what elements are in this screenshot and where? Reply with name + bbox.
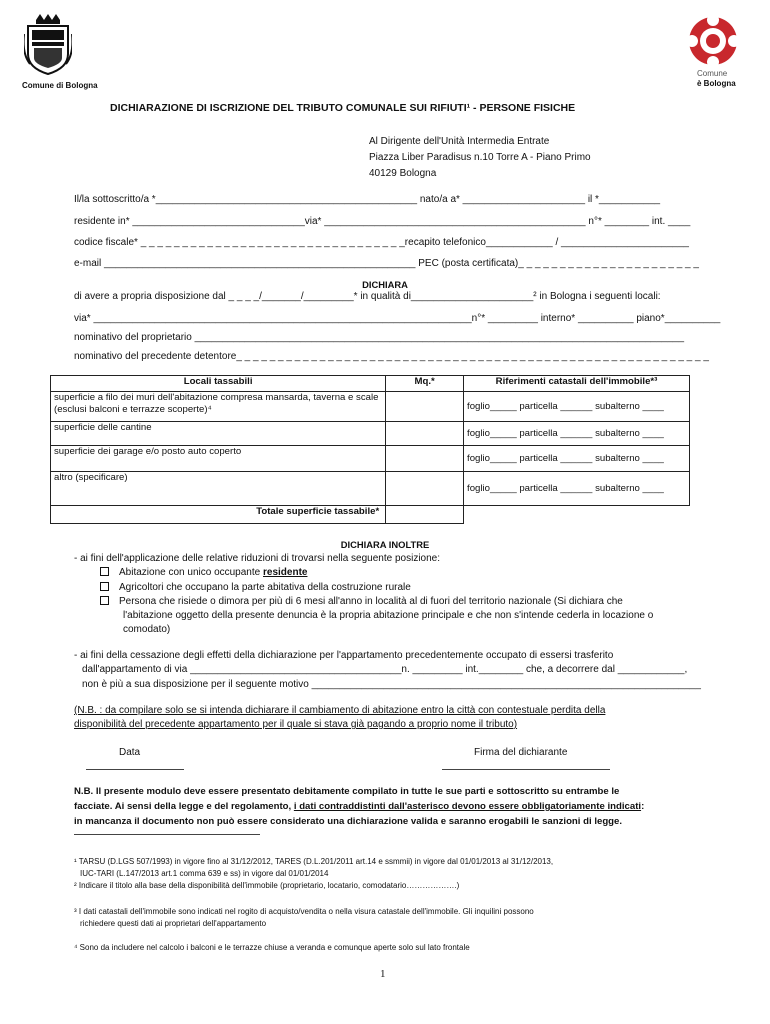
footnote-1-cont: IUC-TARI (L.147/2013 art.1 comma 639 e ss) in vigore dal 01/01/2014 <box>80 869 329 878</box>
field-codice-fiscale[interactable]: codice fiscale* _ _ _ _ _ _ _ _ _ _ _ _ _ _ _ _ _ _ _ _ _ _ _ _ _ _ _ _ _ _ _ _recapito telefonico____________ / _______________________ <box>74 237 689 248</box>
option-agricoltori[interactable] <box>100 581 411 594</box>
data-signature-line[interactable] <box>86 769 184 770</box>
mq-cell[interactable] <box>386 446 464 472</box>
locali-table <box>50 375 690 524</box>
riduzioni-intro: - ai fini dell'applicazione delle relative riduzioni di trovarsi nella seguente posizione: <box>74 553 441 564</box>
header-locali: Locali tassabili <box>51 376 386 392</box>
option-label: Persona che risiede o dimora per più di 6 mesi all'anno in località al di fuori del territorio nazionale (Si dichiara che <box>119 596 623 607</box>
ref-cell[interactable]: foglio_____ particella ______ subalterno ____ <box>464 472 690 506</box>
option-label-cont: l'abitazione oggetto della presente denuncia è la propria abitazione principale e che non s'intende cederla in locazione o <box>123 610 654 621</box>
row-label: superficie dei garage e/o posto auto coperto <box>51 446 386 472</box>
firma-signature-line[interactable] <box>442 769 610 770</box>
recipient-line: 40129 Bologna <box>369 168 437 179</box>
recipient-line: Al Dirigente dell'Unità Intermedia Entrate <box>369 136 550 147</box>
cessazione-line-2[interactable]: dall'appartamento di via ______________________________________n. _________ int.________ che, a decorrere dal ____________, <box>82 664 688 675</box>
document-title: DICHIARAZIONE DI ISCRIZIONE DEL TRIBUTO COMUNALE SUI RIFIUTI¹ - PERSONE FISICHE <box>110 102 576 114</box>
footnote-4: ⁴ Sono da includere nel calcolo i balconi e le terrazze chiuse a veranda e comunque aperte solo sul lato frontale <box>74 943 470 952</box>
footer-note-text: : <box>641 801 645 812</box>
mq-cell[interactable] <box>386 392 464 422</box>
row-label: altro (specificare) <box>51 472 386 506</box>
footer-note-underlined: i dati contraddistinti dall'asterisco devono essere obbligatoriamente indicati <box>293 801 642 812</box>
recipient-line: Piazza Liber Paradisus n.10 Torre A - Piano Primo <box>369 152 591 163</box>
total-empty-cell <box>464 506 690 524</box>
comune-e-bologna-logo <box>683 14 743 68</box>
firma-label: Firma del dichiarante <box>474 747 568 758</box>
header-mq: Mq.* <box>386 376 464 392</box>
page-number: 1 <box>380 968 386 980</box>
header-riferimenti: Riferimenti catastali dell'immobile*³ <box>464 376 690 392</box>
right-logo-caption-1: Comune <box>697 69 728 78</box>
checkbox[interactable] <box>100 596 109 605</box>
option-label-emphasis: residente <box>263 567 308 578</box>
footnote-3-cont: richiedere questi dati ai proprietari dell'appartamento <box>80 919 267 928</box>
cessazione-line-1: - ai fini della cessazione degli effetti della dichiarazione per l'appartamento precedentemente occupato di essersi trasferito <box>74 650 614 661</box>
mq-cell[interactable] <box>386 472 464 506</box>
field-sottoscritto[interactable]: Il/la sottoscritto/a *_______________________________________________ nato/a a* ______________________ il *___________ <box>74 194 661 205</box>
comune-coat-of-arms-logo <box>24 14 72 76</box>
option-unico-occupante[interactable] <box>100 566 307 579</box>
option-label: Agricoltori che occupano la parte abitativa della costruzione rurale <box>119 582 411 593</box>
footer-note-line-1: N.B. Il presente modulo deve essere presentato debitamente compilato in tutte le sue parti e sottoscritto su entrambe le <box>74 786 620 797</box>
left-logo-caption: Comune di Bologna <box>22 81 98 90</box>
footer-note-text: facciate. Ai sensi della legge e del regolamento, <box>74 801 294 812</box>
footnote-3: ³ I dati catastali dell'immobile sono indicati nel rogito di acquisto/vendita o nella visura catastale dell'immobile. Gli inquilini possono <box>74 907 534 916</box>
field-proprietario[interactable]: nominativo del proprietario ________________________________________________________________________________________ <box>74 332 685 343</box>
footer-note-line-2 <box>74 800 644 813</box>
footer-note-line-3: in mancanza il documento non può essere considerato una dichiarazione valida e saranno erogabili le sanzioni di legge. <box>74 816 623 827</box>
field-via-locali[interactable]: via* ____________________________________________________________________n°* _________ interno* __________ piano*__________ <box>74 313 721 324</box>
table-row <box>51 446 690 472</box>
checkbox[interactable] <box>100 582 109 591</box>
table-row <box>51 472 690 506</box>
right-logo-caption-2: è Bologna <box>697 79 736 88</box>
ref-cell[interactable]: foglio_____ particella ______ subalterno ____ <box>464 446 690 472</box>
checkbox[interactable] <box>100 567 109 576</box>
footnote-1: ¹ TARSU (D.LGS 507/1993) in vigore fino al 31/12/2012, TARES (D.L.201/2011 art.14 e ssmmii) in vigore dal 01/01/2013 al 31/12/2013, <box>74 857 554 866</box>
footnote-separator <box>74 834 260 835</box>
nb-line-1: (N.B. : da compilare solo se si intenda dichiarare il cambiamento di abitazione entro la città con contestuale perdita della <box>74 705 606 716</box>
ref-cell[interactable]: foglio_____ particella ______ subalterno ____ <box>464 422 690 446</box>
table-header-row <box>51 376 690 392</box>
option-residente-estero[interactable] <box>100 595 623 608</box>
option-label: Abitazione con unico occupante <box>119 567 263 578</box>
field-disposizione[interactable]: di avere a propria disposizione dal _ _ _ _/_______/_________* in qualità di______________________² in Bologna i seguenti locali: <box>74 291 661 302</box>
cessazione-line-3[interactable]: non è più a sua disposizione per il seguente motivo ______________________________________________________________________ <box>82 679 701 690</box>
table-row <box>51 392 690 422</box>
nb-line-2: disponibilità del precedente appartamento per il quale si stava già pagando a proprio nome il tributo) <box>74 719 518 730</box>
option-label-cont: comodato) <box>123 624 171 635</box>
table-row <box>51 422 690 446</box>
field-precedente-detentore[interactable]: nominativo del precedente detentore_ _ _ _ _ _ _ _ _ _ _ _ _ _ _ _ _ _ _ _ _ _ _ _ _ _ _ _ _ _ _ _ _ _ _ _ _ _ _ _ _ _ _ _ _ _ _ _ _ _ _ _ _ _ _ _ _ <box>74 351 709 362</box>
dichiara-inoltre-heading: DICHIARA INOLTRE <box>340 539 430 550</box>
total-mq-cell[interactable] <box>386 506 464 524</box>
row-label: superficie delle cantine <box>51 422 386 446</box>
field-email[interactable]: e-mail ________________________________________________________ PEC (posta certificata)_ _ _ _ _ _ _ _ _ _ _ _ _ _ _ _ _ _ _ _ _ _ <box>74 258 699 269</box>
recipient-block <box>369 134 591 182</box>
mq-cell[interactable] <box>386 422 464 446</box>
total-label: Totale superficie tassabile* <box>51 506 386 524</box>
data-label: Data <box>119 747 141 758</box>
footnote-2: ² Indicare il titolo alla base della disponibilità dell'immobile (proprietario, locatario, comodatario……………….) <box>74 881 460 890</box>
ref-cell[interactable]: foglio_____ particella ______ subalterno ____ <box>464 392 690 422</box>
field-residente[interactable]: residente in* _______________________________via* _______________________________________________ n°* ________ int. ____ <box>74 216 691 227</box>
dichiara-heading: DICHIARA <box>362 279 408 290</box>
row-label: superficie a filo dei muri dell'abitazione compresa mansarda, taverna e scale (esclusi balconi e terrazze scoperte)⁴ <box>51 392 386 422</box>
table-total-row <box>51 506 690 524</box>
